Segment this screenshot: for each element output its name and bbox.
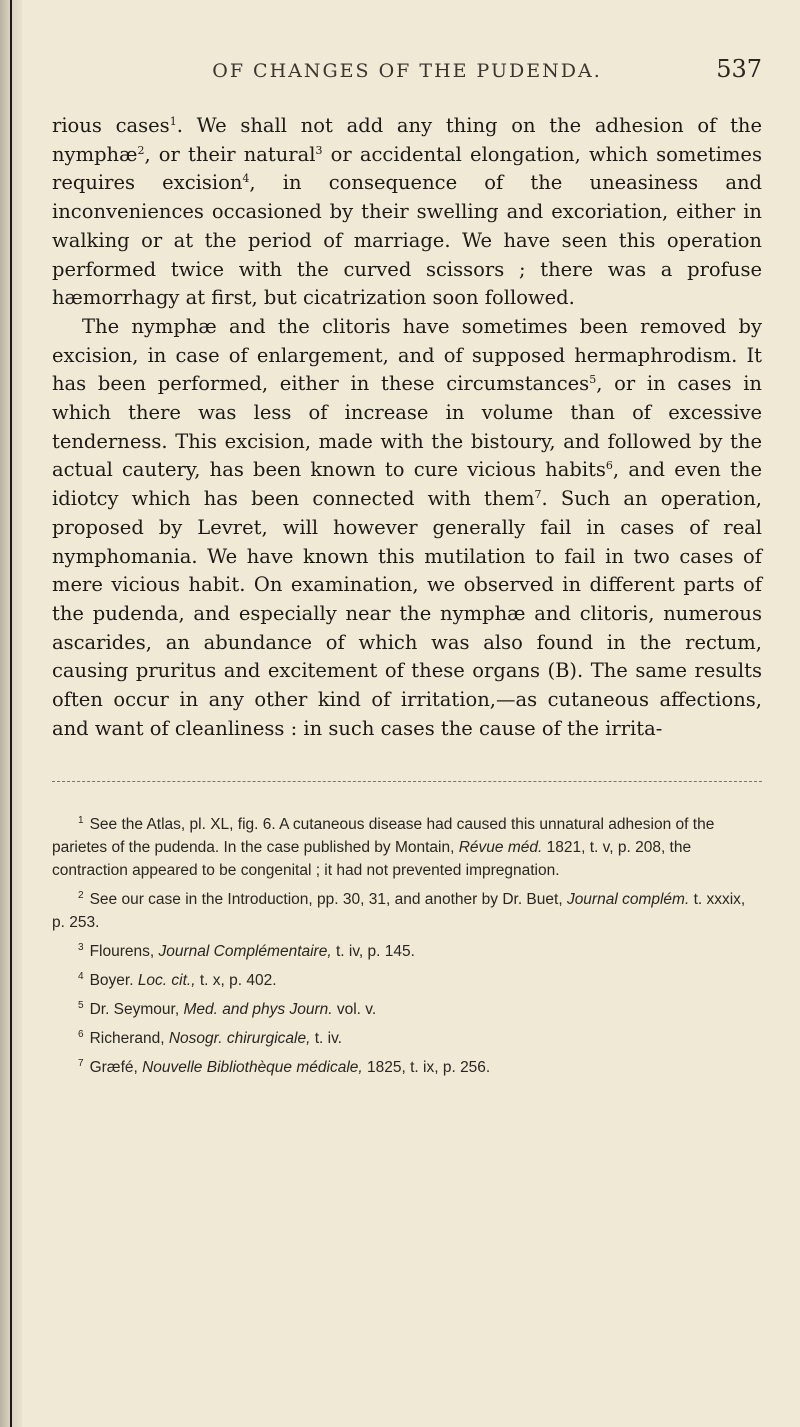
running-title: OF CHANGES OF THE PUDENDA. — [212, 60, 602, 82]
footnote-separator — [52, 781, 762, 783]
footnote-ref-3[interactable]: 3 — [315, 143, 323, 157]
footnote-text: Boyer. — [89, 972, 138, 990]
paragraph-1 — [52, 112, 762, 313]
footnote-ref-6[interactable]: 6 — [605, 459, 613, 473]
footnote-mark: 5 — [78, 1000, 84, 1012]
footnote-citation: Med. and phys Journ. — [183, 1001, 333, 1019]
paragraph-2 — [52, 313, 762, 744]
footnote-ref-7[interactable]: 7 — [534, 488, 542, 502]
footnote-6 — [52, 1023, 762, 1050]
footnote-citation: Journal Complémentaire, — [158, 943, 332, 961]
footnote-ref-1[interactable]: 1 — [169, 115, 177, 128]
body-text — [52, 112, 762, 743]
book-page — [52, 40, 762, 1081]
footnote-text: Flourens, — [89, 943, 159, 961]
book-binding-edge — [0, 0, 22, 1427]
footnote-text: Dr. Seymour, — [89, 1001, 184, 1019]
footnote-text: 1821, t. v, p. 208, the contraction appeared to be congenital ; it had not prevented impregnation. — [52, 839, 692, 880]
footnote-5 — [52, 994, 762, 1021]
footnote-7 — [52, 1052, 762, 1079]
footnote-ref-2[interactable]: 2 — [137, 143, 145, 157]
footnote-1 — [52, 809, 762, 882]
text-segment: rious cases — [52, 114, 170, 137]
text-segment: The nymphæ and the clitoris have sometimes been removed by excision, in case of enlargement, and of supposed hermaphrodism. It has been performed, either in these circumstances — [52, 314, 762, 396]
text-segment: , and even the idiotcy which has been connected with them — [52, 458, 762, 511]
text-segment: , or in cases in which there was less of increase in volume than of excessive tenderness. This excision, made with the bistoury, and followed by the actual cautery, has been known to cure vicious habits — [52, 372, 762, 482]
binding-shadow-line — [10, 0, 12, 1427]
footnote-text: Græfé, — [89, 1059, 143, 1077]
footnote-2 — [52, 884, 762, 934]
footnote-mark: 7 — [78, 1058, 84, 1070]
footnote-mark: 4 — [78, 971, 84, 983]
footnote-text: t. iv. — [310, 1030, 342, 1048]
footnotes — [52, 809, 762, 1079]
footnote-text: t. xxxix, p. 253. — [52, 891, 746, 932]
footnote-4 — [52, 965, 762, 992]
footnote-3 — [52, 936, 762, 963]
footnote-citation: Nosogr. chirurgicale, — [168, 1030, 311, 1048]
footnote-citation: Journal complém. — [566, 891, 690, 909]
footnote-mark: 3 — [78, 942, 84, 954]
footnote-text: See our case in the Introduction, pp. 30, 31, and another by Dr. Buet, — [89, 891, 567, 909]
text-segment: , in consequence of the uneasiness and inconveniences occasioned by their swelling and excoriation, either in walking or at the period of marriage. We have seen this operation performed twice with the curved scissors ; there was a profuse hæmorrhagy at first, but cicatrization soon followed. — [52, 171, 762, 310]
footnote-ref-5[interactable]: 5 — [589, 373, 597, 387]
footnote-mark: 2 — [78, 890, 84, 902]
footnote-text: t. x, p. 402. — [195, 972, 277, 990]
page-header — [52, 40, 762, 82]
text-segment: . We shall not add any thing on the adhesion of the nymphæ — [52, 114, 763, 166]
footnote-citation: Révue méd. — [458, 839, 543, 857]
footnote-text: t. iv, p. 145. — [331, 943, 415, 961]
footnote-text: See the Atlas, pl. XL, fig. 6. A cutaneous disease had caused this unnatural adhesion of the parietes of the pudenda. In the case published by Montain, — [52, 816, 715, 857]
text-segment: , or their natural — [144, 142, 316, 166]
footnote-citation: Nouvelle Bibliothèque médicale, — [142, 1059, 363, 1077]
page-number: 537 — [716, 55, 762, 83]
footnote-text: Richerand, — [89, 1030, 169, 1048]
footnote-ref-4[interactable]: 4 — [242, 172, 250, 186]
text-segment: . Such an operation, proposed by Levret, will however generally fail in cases of real nymphomania. We have known this mutilation to fail in two cases of mere vicious habit. On examination, we observed in different parts of the pudenda, and especially near the nymphæ and clitoris, numerous ascarides, an abundance of which was also found in the rectum, causing pruritus and excitement of these organs (B). The same results often occur in any other kind of irritation,—as cutaneous affections, and want of cleanliness : in such cases the cause of the irrita- — [52, 487, 763, 740]
text-segment: or accidental elongation, which sometimes requires excision — [52, 142, 762, 195]
footnote-mark: 1 — [78, 815, 84, 827]
footnote-citation: Loc. cit., — [137, 972, 196, 990]
footnote-text: 1825, t. ix, p. 256. — [362, 1059, 491, 1077]
footnote-text: vol. v. — [332, 1001, 377, 1019]
footnote-mark: 6 — [78, 1029, 84, 1041]
